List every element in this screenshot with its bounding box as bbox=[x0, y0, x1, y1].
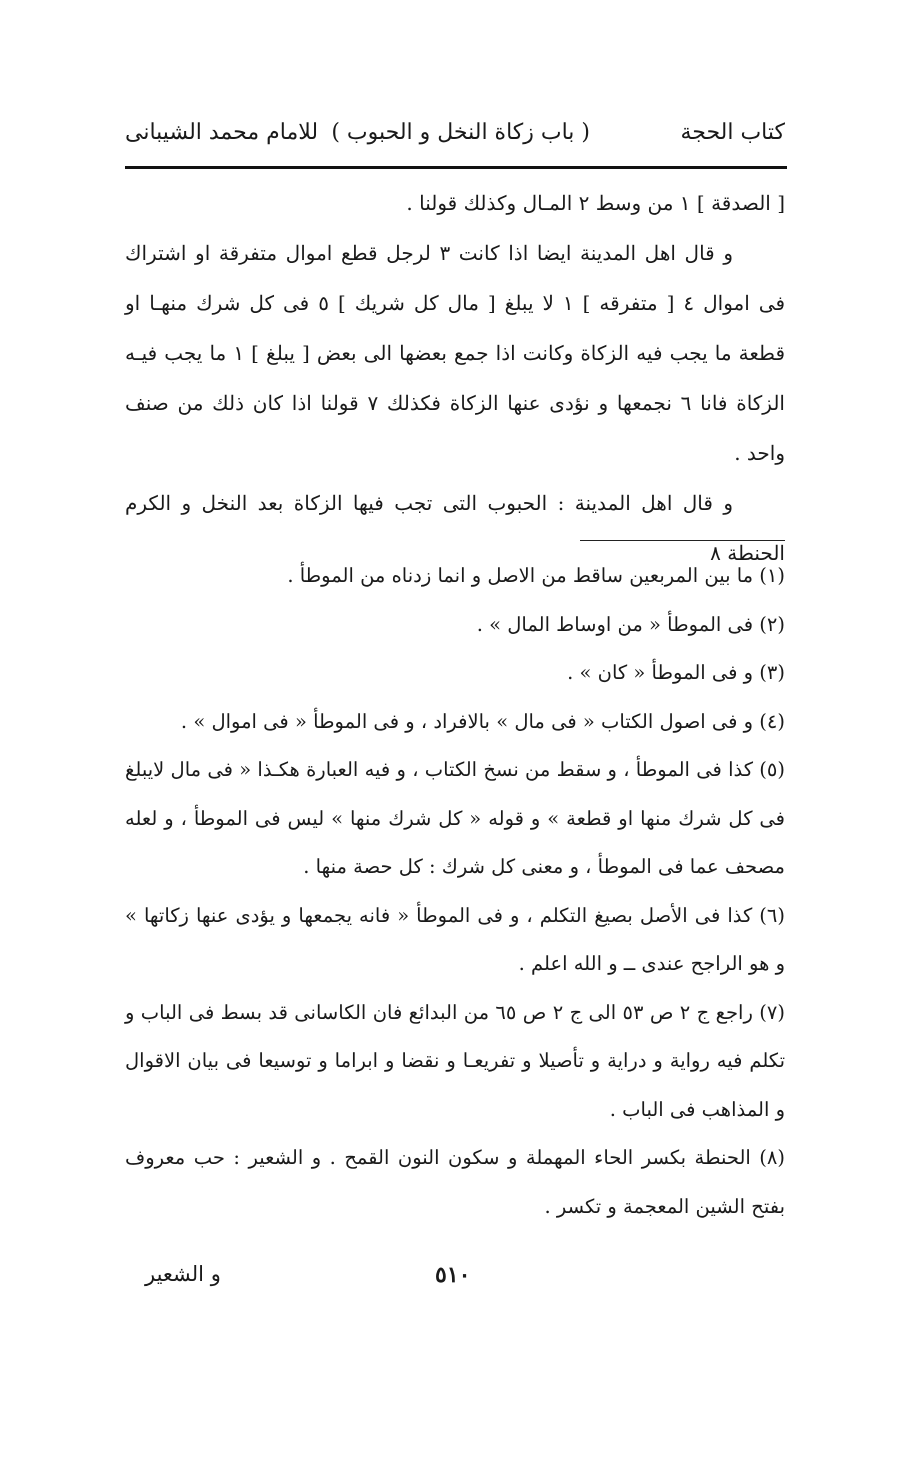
footnote: (٤) و فى اصول الكتاب « فى مال » بالافراد ، و فى الموطأ « فى اموال » . bbox=[180, 709, 785, 733]
body-paragraph: و قال اهل المدينة : الحبوب التى تجب فيها الزكاة بعد النخل و الكرم الحنطة ٨ bbox=[125, 491, 785, 565]
footnote: (٧) راجع ج ٢ ص ٥٣ الى ج ٢ ص ٦٥ من البدائع فان الكاسانى قد بسط فى الباب و تكلم فيه رواية و دراية و تأصيلا و تفريعـا و نقضا و ابراما و توسيعا فى بيان الاقوال و المذاهب فى الباب . bbox=[125, 1000, 785, 1121]
page-number: ٥١٠ bbox=[435, 1262, 471, 1288]
main-text bbox=[125, 178, 785, 578]
footnote: (١) ما بين المربعين ساقط من الاصل و انما زدناه من الموطأ . bbox=[287, 564, 785, 587]
footnote: (٨) الحنطة بكسر الحاء المهملة و سكون النون القمح . و الشعير : حب معروف بفتح الشين المعجمة و تكسر . bbox=[125, 1146, 785, 1218]
footnotes bbox=[125, 552, 785, 1231]
header-rule bbox=[125, 166, 787, 169]
header-chapter-title: ( باب زكاة النخل و الحبوب ) bbox=[331, 120, 590, 145]
body-paragraph: [ الصدقة ] ١ من وسط ٢ المـال وكذلك قولنا . bbox=[406, 191, 785, 215]
page-footer bbox=[125, 1262, 785, 1302]
header-book-title: كتاب الحجة bbox=[680, 120, 785, 145]
catchword: و الشعير bbox=[145, 1262, 221, 1286]
footnote: (٢) فى الموطأ « من اوساط المال » . bbox=[476, 612, 785, 636]
header-author: للامام محمد الشيبانى bbox=[125, 120, 319, 145]
body-paragraph: و قال اهل المدينة ايضا اذا كانت ٣ لرجل قطع اموال متفرقة او اشتراك فى اموال ٤ [ متفرقه ] ١ لا يبلغ [ مال كل شريك ] ٥ فى كل شرك منهـا او قطعة ما يجب فيه الزكاة وكانت اذا جمع بعضها الى بعض [ يبلغ ] ١ ما يجب فيـه الزكاة فانا ٦ نجمعها و نؤدى عنها الزكاة فكذلك ٧ قولنا اذا كان ذلك من صنف واحد . bbox=[125, 241, 786, 465]
footnote: (٦) كذا فى الأصل بصيغ التكلم ، و فى الموطأ « فانه يجمعها و يؤدى عنها زكاتها » و هو الراجح عندى ــ و الله اعلم . bbox=[125, 903, 785, 975]
footnote: (٣) و فى الموطأ « كان » . bbox=[567, 661, 785, 684]
running-header bbox=[125, 120, 785, 164]
footnote-separator bbox=[580, 540, 785, 541]
footnote: (٥) كذا فى الموطأ ، و سقط من نسخ الكتاب ، و فيه العبارة هكـذا « فى مال لايبلغ فى كل شرك منها او قطعة » و قوله « كل شرك منها » ليس فى الموطأ ، و لعله مصحف عما فى الموطأ ، و معنى كل شرك : كل حصة منها . bbox=[125, 758, 785, 878]
